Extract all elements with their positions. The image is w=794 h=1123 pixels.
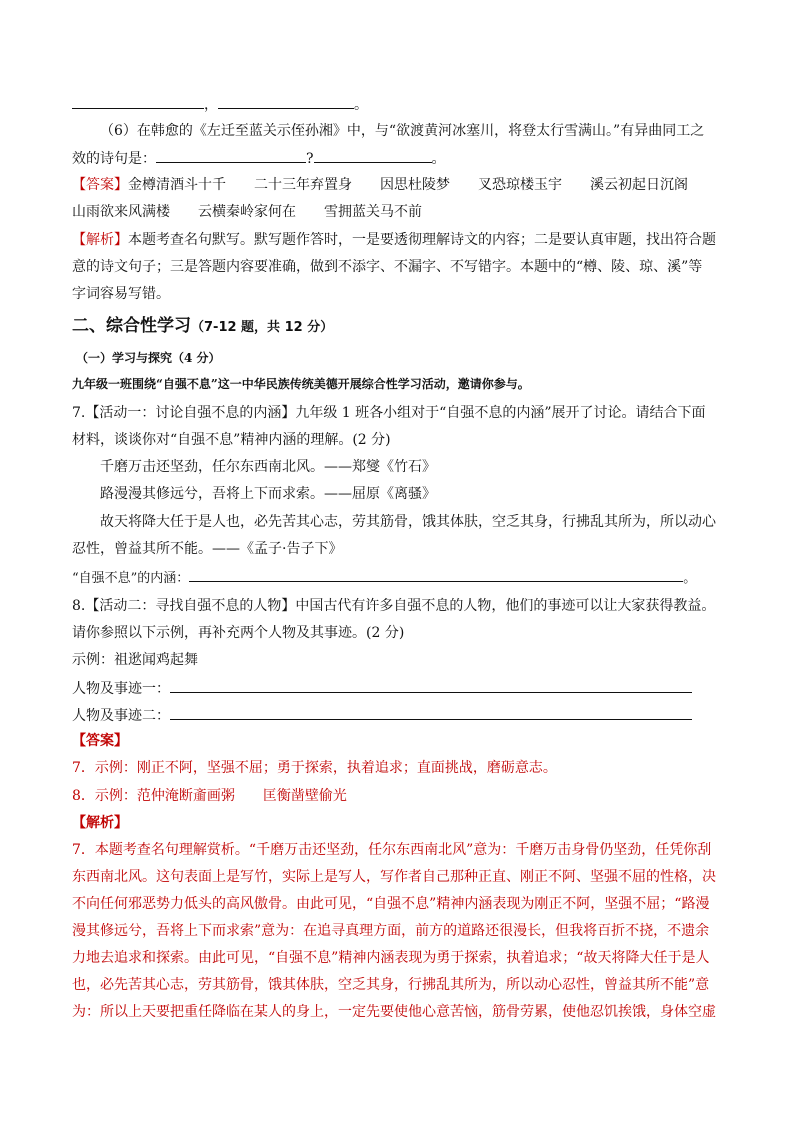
question-6-line-2 bbox=[72, 147, 446, 169]
question-8-line-2: 请你参照以下示例，再补充两个人物及其事迹。(2 分) bbox=[72, 625, 405, 641]
analysis-line-1 bbox=[72, 230, 716, 250]
analysis-line-2: 意的诗文句子；三是答题内容要准确，做到不添字、不漏字、不写错字。本题中的“樽、陵、琼、溪”等 bbox=[72, 259, 703, 275]
quote-2: 路漫漫其修远兮，吾将上下而求索。——屈原《离骚》 bbox=[100, 486, 436, 502]
answer-blank[interactable] bbox=[170, 677, 692, 693]
section-subheading: （7-12 题，共 12 分） bbox=[191, 320, 334, 335]
answer-line-1 bbox=[72, 175, 688, 195]
answer-7: 7．示例：刚正不阿，坚强不屈；勇于探索，执着追求；直面挑战，磨砺意志。 bbox=[72, 760, 557, 776]
analysis-label-2: 【解析】 bbox=[72, 815, 128, 831]
punctuation: 。 bbox=[431, 151, 446, 167]
answer-blank[interactable] bbox=[314, 147, 432, 163]
answer-label: 【答案】 bbox=[72, 177, 128, 193]
question-7-line-2: 材料，谈谈你对“自强不息”精神内涵的理解。(2 分) bbox=[72, 432, 391, 448]
analysis-7-line-3: 不向任何邪恶势力低头的高风傲骨。由此可见，“自强不息”精神内涵表现为刚正不阿，坚强不屈；“路漫 bbox=[72, 896, 710, 912]
blank-label: “自强不息”的内涵： bbox=[72, 571, 190, 586]
answer-blank[interactable] bbox=[72, 93, 204, 109]
section-title bbox=[72, 314, 333, 340]
question-7-answer-line bbox=[72, 566, 696, 589]
analysis-text: 本题考查名句默写。默写题作答时，一是要透彻理解诗文的内容；二是要认真审题，找出符合题 bbox=[128, 232, 716, 248]
question-6-line-1: （6）在韩愈的《左迁至蓝关示侄孙湘》中，与“欲渡黄河冰塞川，将登太行雪满山。”有异曲同工之 bbox=[100, 123, 705, 139]
answer-blank[interactable] bbox=[170, 704, 692, 720]
analysis-7-line-5: 力地去追求和探索。由此可见，“自强不息”精神内涵表现为勇于探索，执着追求；“故天将降大任于是人 bbox=[72, 950, 710, 966]
subsection-title: （一）学习与探究（4 分） bbox=[76, 351, 221, 365]
section-heading: 二、综合性学习 bbox=[72, 316, 191, 336]
punctuation: 。 bbox=[683, 571, 697, 586]
fill-blank-line bbox=[72, 93, 368, 115]
question-8-line-1: 8.【活动二：寻找自强不息的人物】中国古代有许多自强不息的人物，他们的事迹可以让大家获得教益。 bbox=[72, 598, 716, 614]
punctuation: ? bbox=[306, 151, 314, 167]
quote-3-line-1: 故天将降大任于是人也，必先苦其心志，劳其筋骨，饿其体肤，空乏其身，行拂乱其所为，所以动心 bbox=[100, 514, 716, 530]
blank-label: 人物及事迹一： bbox=[72, 681, 170, 697]
quote-1: 千磨万击还坚劲，任尔东西南北风。——郑燮《竹石》 bbox=[100, 459, 436, 475]
analysis-line-3: 字词容易写错。 bbox=[72, 286, 170, 302]
analysis-7-line-1: 7．本题考查名句理解赏析。“千磨万击还坚劲，任尔东西南北风”意为：千磨万击身骨仍坚劲，任凭你刮 bbox=[72, 842, 712, 858]
answer-line-2: 山雨欲来风满楼 云横秦岭家何在 雪拥蓝关马不前 bbox=[72, 204, 422, 220]
activity-intro: 九年级一班围绕“自强不息”这一中华民族传统美德开展综合性学习活动，邀请你参与。 bbox=[72, 377, 530, 391]
answer-blank[interactable] bbox=[156, 147, 306, 163]
quote-3-line-2: 忍性，曾益其所不能。——《孟子·告子下》 bbox=[72, 541, 343, 557]
answer-blank[interactable] bbox=[218, 93, 354, 109]
person-1-line bbox=[72, 677, 692, 699]
analysis-7-line-4: 漫其修远兮，吾将上下而求索”意为：在追寻真理方面，前方的道路还很漫长，但我将百折不挠，不遗余 bbox=[72, 923, 710, 939]
punctuation: 。 bbox=[354, 97, 368, 113]
analysis-label: 【解析】 bbox=[72, 232, 128, 248]
person-2-line bbox=[72, 704, 692, 726]
answer-blank[interactable] bbox=[189, 566, 683, 582]
analysis-7-line-2: 东西南北风。这句表面上是写竹，实际上是写人，写作者自己那种正直、刚正不阿、坚强不屈的性格，决 bbox=[72, 869, 716, 885]
question-7-line-1: 7.【活动一：讨论自强不息的内涵】九年级 1 班各小组对于“自强不息的内涵”展开了讨论。请结合下面 bbox=[72, 405, 706, 421]
question-text: 效的诗句是： bbox=[72, 151, 156, 167]
analysis-7-line-6: 也，必先苦其心志，劳其筋骨，饿其体肤，空乏其身，行拂乱其所为，所以动心忍性，曾益其所不能”意 bbox=[72, 977, 710, 993]
analysis-7-line-7: 为：所以上天要把重任降临在某人的身上，一定先要使他心意苦恼，筋骨劳累，使他忍饥挨饿，身体空虚 bbox=[72, 1004, 716, 1020]
answer-text: 金樽清酒斗十千 二十三年弃置身 因思杜陵梦 叉恐琼楼玉宇 溪云初起日沉阁 bbox=[128, 177, 688, 193]
blank-label: 人物及事迹二： bbox=[72, 708, 170, 724]
answer-label-2: 【答案】 bbox=[72, 733, 128, 749]
example-line: 示例：祖逖闻鸡起舞 bbox=[72, 652, 198, 668]
punctuation: ， bbox=[204, 97, 218, 113]
answer-8: 8．示例：范仲淹断齑画粥 匡衡凿壁偷光 bbox=[72, 788, 347, 804]
